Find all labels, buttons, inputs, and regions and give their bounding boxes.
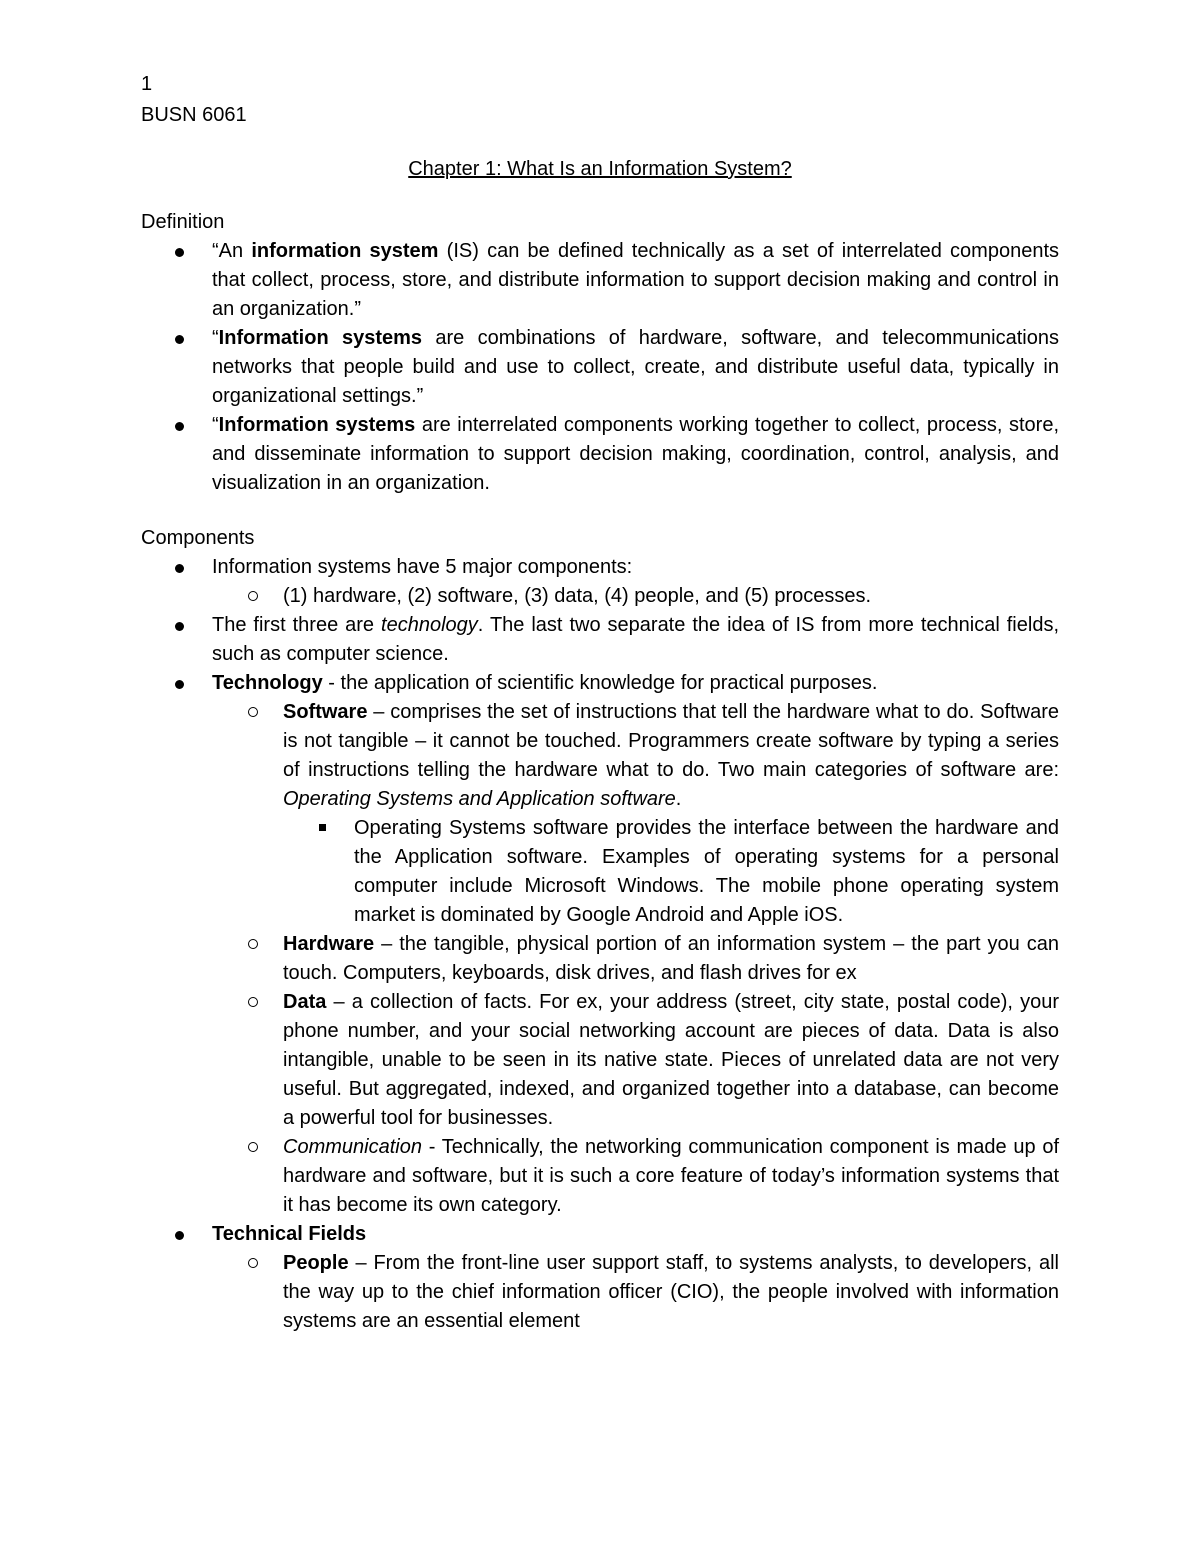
components-item-technical-fields: Technical Fields People – From the front-line user support staff, to systems analysts, to developers, all the way up to the chief information officer (CIO), the people involved with information systems are an essential element [141, 1220, 1059, 1336]
course-code: BUSN 6061 [141, 104, 247, 126]
bullet-circle-icon [248, 707, 258, 717]
definition-item: “Information systems are combinations of hardware, software, and telecommunications networks that people build and use to collect, create, and distribute useful data, typically in organizational settings.” [141, 324, 1059, 411]
major-components-sublist [212, 582, 1059, 611]
software-subitem: Operating Systems software provides the interface between the hardware and the Application software. Examples of operating systems for a personal computer include Microsoft Windows. The mobile phone operating system market is dominated by Google Android and Apple iOS. [283, 814, 1059, 930]
technical-fields-subitem-people: People – From the front-line user support staff, to systems analysts, to developers, all the way up to the chief information officer (CIO), the people involved with information systems are an essential element [212, 1249, 1059, 1336]
technology-sublist [212, 698, 1059, 1220]
definition-heading: Definition [141, 211, 225, 233]
components-item-major: Information systems have 5 major components: (1) hardware, (2) software, (3) data, (4) people, and (5) processes. [141, 553, 1059, 611]
bullet-circle-icon [248, 1258, 258, 1268]
definition-list [141, 237, 1059, 498]
bullet-disc-icon [175, 564, 184, 573]
bullet-disc-icon [175, 1231, 184, 1240]
bullet-disc-icon [175, 422, 184, 431]
bullet-disc-icon [175, 622, 184, 631]
definition-item: “An information system (IS) can be defined technically as a set of interrelated components that collect, process, store, and distribute information to support decision making and control in an organization.” [141, 237, 1059, 324]
technology-subitem-data: Data – a collection of facts. For ex, your address (street, city state, postal code), your phone number, and your social networking account are pieces of data. Data is also intangible, unable to be seen in its native state. Pieces of unrelated data are not very useful. But aggregated, indexed, and organized together into a database, can become a powerful tool for businesses. [212, 988, 1059, 1133]
software-sublist [283, 814, 1059, 930]
components-list [141, 553, 1059, 1336]
technology-subitem-software: Software – comprises the set of instructions that tell the hardware what to do. Software is not tangible – it cannot be touched. Programmers create software by typing a series of instructions telling the hardware what to do. Two main categories of software are: Operating Systems and Application software. Operating Systems software provides the interface between the hardware and the Application software. Examples of operating systems for a personal computer include Microsoft Windows. The mobile phone operating system market is dominated by Google Android and Apple iOS. [212, 698, 1059, 930]
bullet-circle-icon [248, 1142, 258, 1152]
components-item-technology: Technology - the application of scientific knowledge for practical purposes. Software – comprises the set of instructions that tell the hardware what to do. Software is not tangible – it cannot be touched. Programmers create software by typing a series of instructions telling the hardware what to do. Two main categories of software are: Operating Systems and Application software. Operating Systems software provides the interface between the hardware and the Application software. Examples of operating systems for a personal computer include Microsoft Windows. The mobile phone operating system market is dominated by Google Android and Apple iOS. Hardware – the tangible, physical portion of an information system – the part you can touch. Computers, keyboards, disk drives, and flash drives for ex Data – a collection of facts. For ex, your address (street, city state, postal code), your phone number, and your social networking account are pieces of data. Data is also intangible, unable to be seen in its native state. Pieces of unrelated data are not very useful. But aggregated, indexed, and organized together into a database, can become a powerful tool for businesses. Communication - Technically, the networking communication component is made up of hardware and software, but it is such a core feature of today’s information systems that it has become its own category. [141, 669, 1059, 1220]
technical-fields-sublist [212, 1249, 1059, 1336]
bullet-circle-icon [248, 591, 258, 601]
bullet-circle-icon [248, 997, 258, 1007]
components-heading: Components [141, 527, 255, 549]
bullet-square-icon [319, 824, 326, 831]
bullet-disc-icon [175, 680, 184, 689]
bullet-disc-icon [175, 248, 184, 257]
technology-subitem-communication: Communication - Technically, the networking communication component is made up of hardware and software, but it is such a core feature of today’s information systems that it has become its own category. [212, 1133, 1059, 1220]
definition-item: “Information systems are interrelated components working together to collect, process, store, and disseminate information to support decision making, coordination, control, analysis, and visualization in an organization. [141, 411, 1059, 498]
chapter-title: Chapter 1: What Is an Information System? [408, 158, 792, 180]
technology-subitem-hardware: Hardware – the tangible, physical portion of an information system – the part you can touch. Computers, keyboards, disk drives, and flash drives for ex [212, 930, 1059, 988]
bullet-disc-icon [175, 335, 184, 344]
bullet-circle-icon [248, 939, 258, 949]
page-number: 1 [141, 73, 153, 95]
major-components-subitem: (1) hardware, (2) software, (3) data, (4) people, and (5) processes. [212, 582, 1059, 611]
components-item-first-three: The first three are technology. The last two separate the idea of IS from more technical fields, such as computer science. [141, 611, 1059, 669]
document-page [141, 70, 1059, 1336]
